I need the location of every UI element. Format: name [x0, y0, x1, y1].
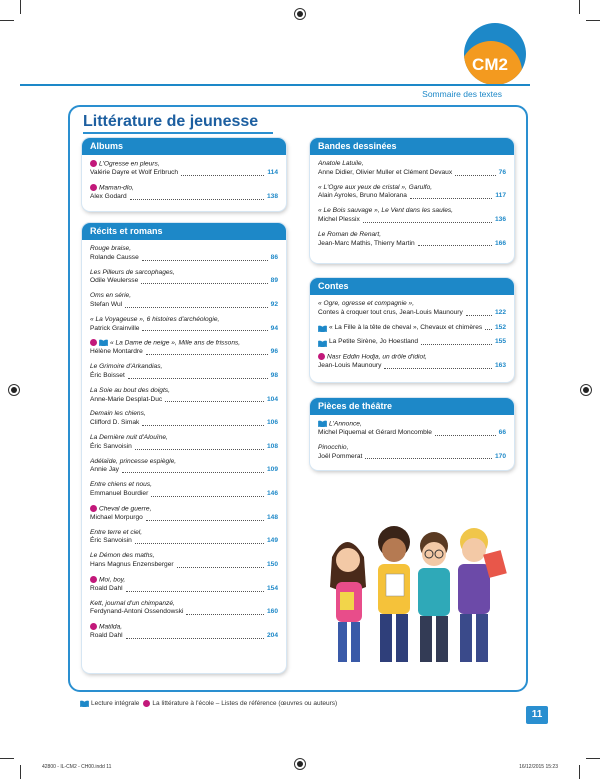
book-author: Ferdynand-Antoni Ossendowski: [90, 608, 184, 616]
book-entry: [90, 458, 278, 476]
dot-leader: [181, 175, 264, 176]
book-entry: [318, 353, 506, 371]
dot-leader: [146, 520, 264, 521]
cm2-badge: [464, 23, 526, 85]
crop-mark: [0, 20, 14, 21]
dot-leader: [365, 458, 492, 459]
header-rule: [20, 84, 530, 86]
registration-mark-bottom: [294, 758, 306, 770]
legend-school: [143, 700, 337, 707]
book-entry: [318, 324, 506, 333]
crop-mark: [579, 765, 580, 779]
crop-mark: [586, 758, 600, 759]
page-ref: 117: [495, 192, 506, 200]
page-number: 11: [526, 706, 548, 724]
children-reading-illustration: [322, 512, 512, 667]
book-author: Odile Weulersse: [90, 277, 139, 285]
book-author: Contes à croquer tout crus, Jean-Louis Maunoury: [318, 308, 463, 316]
dot-leader: [141, 283, 267, 284]
pink-dot-icon: [90, 160, 97, 167]
pink-dot-icon: [90, 339, 97, 346]
page-title: Littérature de jeunesse: [83, 113, 259, 130]
book-entry: [318, 231, 506, 249]
book-author: Stefan Wul: [90, 300, 123, 308]
book-title: Pinocchio,: [318, 443, 349, 451]
header-subtitle: Sommaire des textes: [422, 89, 502, 99]
section-heading: Pièces de théâtre: [310, 398, 514, 415]
book-title: La Soie au bout des doigts,: [90, 386, 170, 394]
book-author: Clifford D. Simak: [90, 419, 140, 427]
book-title: Maman-dlo,: [99, 184, 134, 192]
book-title: Entre terre et ciel,: [90, 528, 143, 536]
dot-leader: [384, 368, 492, 369]
page-ref: 160: [266, 608, 278, 616]
book-author: Annie Jay: [90, 466, 119, 474]
book-entry: [90, 160, 278, 178]
book-title: Kett, journal d'un chimpanzé,: [90, 599, 175, 607]
book-author: Rolande Causse: [90, 253, 139, 261]
page-ref: 155: [494, 338, 506, 346]
book-title: Matilda,: [99, 623, 123, 631]
pink-dot-icon: [90, 505, 97, 512]
book-title: Cheval de guerre,: [99, 505, 152, 513]
book-entry: [90, 184, 278, 202]
dot-leader: [418, 245, 492, 246]
book-author: Alex Godard: [90, 192, 127, 200]
book-entry: [90, 316, 278, 334]
section-albums: [82, 138, 286, 211]
book-author: Hans Magnus Enzensberger: [90, 561, 174, 569]
book-title: Moi, boy,: [99, 576, 126, 584]
pink-dot-icon: [318, 353, 325, 360]
book-entry: [90, 576, 278, 594]
dot-leader: [485, 329, 492, 330]
book-title: Les Pilleurs de sarcophages,: [90, 268, 175, 276]
book-author: Emmanuel Bourdier: [90, 489, 149, 497]
section-contes: [310, 278, 514, 382]
dot-leader: [466, 315, 492, 316]
page-ref: 109: [266, 466, 278, 474]
dot-leader: [151, 496, 264, 497]
book-title: Oms en série,: [90, 292, 132, 300]
book-title: Le Grimoire d'Arkandias,: [90, 363, 163, 371]
dot-leader: [165, 401, 264, 402]
open-book-icon: [99, 339, 108, 346]
cm2-badge-label: CM2: [472, 55, 508, 74]
book-title: Anatole Latuile,: [318, 160, 364, 167]
section-bandes-dessinees: [310, 138, 514, 263]
book-entry: [318, 300, 506, 318]
book-entry: [90, 245, 278, 263]
dot-leader: [135, 449, 264, 450]
book-author: Michael Morpurgo: [90, 513, 143, 521]
book-author: Éric Boisset: [90, 372, 125, 380]
book-entry: [318, 420, 506, 438]
book-entry: [90, 269, 278, 287]
page-ref: 89: [270, 277, 278, 285]
book-entry: [318, 338, 506, 347]
title-underline: [83, 132, 273, 134]
book-title: L'Ogresse en pleurs,: [99, 160, 160, 168]
book-author: Hélène Montardre: [90, 348, 143, 356]
page-ref: 148: [266, 513, 278, 521]
page-ref: 108: [266, 442, 278, 450]
crop-mark: [20, 765, 21, 779]
section-heading: Contes: [310, 278, 514, 295]
dot-leader: [142, 425, 264, 426]
book-title: Rouge braise,: [90, 245, 132, 252]
legend-reading: [80, 700, 139, 707]
book-title: Nasr Eddin Hodja, un drôle d'idiot,: [327, 353, 427, 361]
open-book-icon: [80, 700, 89, 707]
book-author: Roald Dahl: [90, 632, 123, 640]
book-title: Le Roman de Renart,: [318, 230, 382, 238]
pink-dot-icon: [90, 623, 97, 630]
book-entry: [90, 623, 278, 641]
page-ref: 149: [266, 537, 278, 545]
page-ref: 138: [266, 192, 278, 200]
page-ref: 136: [494, 215, 506, 223]
book-author: Patrick Grainville: [90, 324, 140, 332]
registration-mark-left: [8, 384, 20, 396]
book-entry: [90, 339, 278, 357]
page-ref: 114: [267, 169, 278, 177]
book-author: Éric Sanvoisin: [90, 537, 132, 545]
page-ref: 104: [266, 395, 278, 403]
page-ref: 92: [270, 300, 278, 308]
section-recits-romans: [82, 223, 286, 673]
book-title: L'Annonce,: [329, 420, 362, 428]
page-ref: 204: [266, 632, 278, 640]
open-book-icon: [318, 340, 327, 347]
book-title: Entre chiens et nous,: [90, 481, 152, 489]
crop-mark: [0, 758, 14, 759]
dot-leader: [146, 354, 268, 355]
book-author: Michel Plessix: [318, 215, 360, 223]
dot-leader: [130, 199, 264, 200]
page-ref: 122: [494, 308, 506, 316]
book-title: « La Voyageuse », 6 histoires d'archéologie,: [90, 315, 220, 323]
open-book-icon: [318, 325, 327, 332]
book-entry: [90, 410, 278, 428]
dot-leader: [363, 222, 492, 223]
page-ref: 66: [498, 429, 506, 437]
pink-dot-icon: [90, 184, 97, 191]
book-entry: [318, 207, 506, 225]
book-author: La Petite Sirène, Jo Hoestland: [329, 338, 419, 346]
book-title: Demain les chiens,: [90, 410, 146, 418]
book-author: Alain Ayroles, Bruno Maïorana: [318, 192, 407, 200]
book-title: Adélaïde, princesse espiègle,: [90, 457, 177, 465]
page-ref: 152: [494, 323, 506, 331]
page-ref: 163: [494, 362, 506, 370]
book-author: Valérie Dayre et Wolf Erlbruch: [90, 169, 179, 177]
book-author: Jean-Louis Maunoury: [318, 362, 382, 370]
book-entry: [318, 184, 506, 202]
book-title: « La Dame de neige », Mille ans de frissons,: [110, 339, 241, 347]
registration-mark-top: [294, 8, 306, 20]
section-pieces-de-theatre: [310, 398, 514, 470]
registration-mark-right: [580, 384, 592, 396]
dot-leader: [177, 567, 264, 568]
book-author: Éric Sanvoisin: [90, 442, 132, 450]
page-ref: 94: [270, 324, 278, 332]
book-entry: [90, 387, 278, 405]
book-author: Jean-Marc Mathis, Thierry Martin: [318, 239, 415, 247]
pink-dot-icon: [143, 700, 150, 707]
dot-leader: [410, 198, 492, 199]
book-entry: [90, 481, 278, 499]
book-title: « Ogre, ogresse et compagnie »,: [318, 300, 415, 307]
page-ref: 166: [494, 239, 506, 247]
pink-dot-icon: [90, 576, 97, 583]
book-title: La Dernière nuit d'Alouïne,: [90, 434, 168, 441]
page-ref: 96: [270, 348, 278, 356]
book-author: « La Fille à la tête de cheval », Chevaux et chimères: [329, 323, 483, 331]
book-entry: [90, 529, 278, 547]
book-title: « L'Ogre aux yeux de cristal », Garulfo,: [318, 183, 433, 191]
legend-school-label: La littérature à l'école – Listes de référence (œuvres ou auteurs): [152, 700, 338, 707]
page-ref: 150: [266, 561, 278, 569]
book-entry: [90, 600, 278, 618]
section-heading: Albums: [82, 138, 286, 155]
book-author: Anne Didier, Olivier Muller et Clément Devaux: [318, 168, 453, 176]
dot-leader: [186, 614, 264, 615]
dot-leader: [126, 638, 264, 639]
book-author: Roald Dahl: [90, 584, 123, 592]
dot-leader: [128, 378, 268, 379]
dot-leader: [122, 472, 264, 473]
book-entry: [90, 363, 278, 381]
dot-leader: [125, 307, 268, 308]
page-ref: 98: [270, 372, 278, 380]
book-author: Anne-Marie Desplat-Duc: [90, 395, 163, 403]
page-ref: 154: [266, 584, 278, 592]
book-entry: [90, 292, 278, 310]
book-entry: [90, 434, 278, 452]
legend: [80, 700, 341, 707]
dot-leader: [142, 260, 268, 261]
section-heading: Bandes dessinées: [310, 138, 514, 155]
page-ref: 146: [266, 489, 278, 497]
book-title: Le Démon des maths,: [90, 552, 155, 560]
page-ref: 170: [494, 452, 506, 460]
open-book-icon: [318, 420, 327, 427]
page-ref: 76: [498, 168, 506, 176]
crop-mark: [579, 0, 580, 14]
crop-mark: [20, 0, 21, 14]
book-entry: [318, 444, 506, 462]
dot-leader: [421, 344, 492, 345]
page-ref: 106: [266, 419, 278, 427]
dot-leader: [435, 435, 496, 436]
book-entry: [90, 552, 278, 570]
book-title: « Le Bois sauvage », Le Vent dans les saules,: [318, 207, 454, 215]
book-entry: [90, 505, 278, 523]
book-author: Michel Piquemal et Gérard Moncomble: [318, 429, 432, 437]
page-ref: 86: [270, 253, 278, 261]
print-slug: 42800 - IL-CM2 - CH00.indd 11: [42, 764, 112, 770]
print-date: 16/12/2015 15:23: [519, 764, 558, 770]
dot-leader: [142, 330, 267, 331]
dot-leader: [455, 175, 496, 176]
section-heading: Récits et romans: [82, 223, 286, 240]
legend-reading-label: Lecture intégrale: [91, 700, 140, 707]
dot-leader: [126, 591, 264, 592]
book-author: Joël Pommerat: [318, 452, 363, 460]
dot-leader: [135, 543, 264, 544]
book-entry: [318, 160, 506, 178]
crop-mark: [586, 20, 600, 21]
